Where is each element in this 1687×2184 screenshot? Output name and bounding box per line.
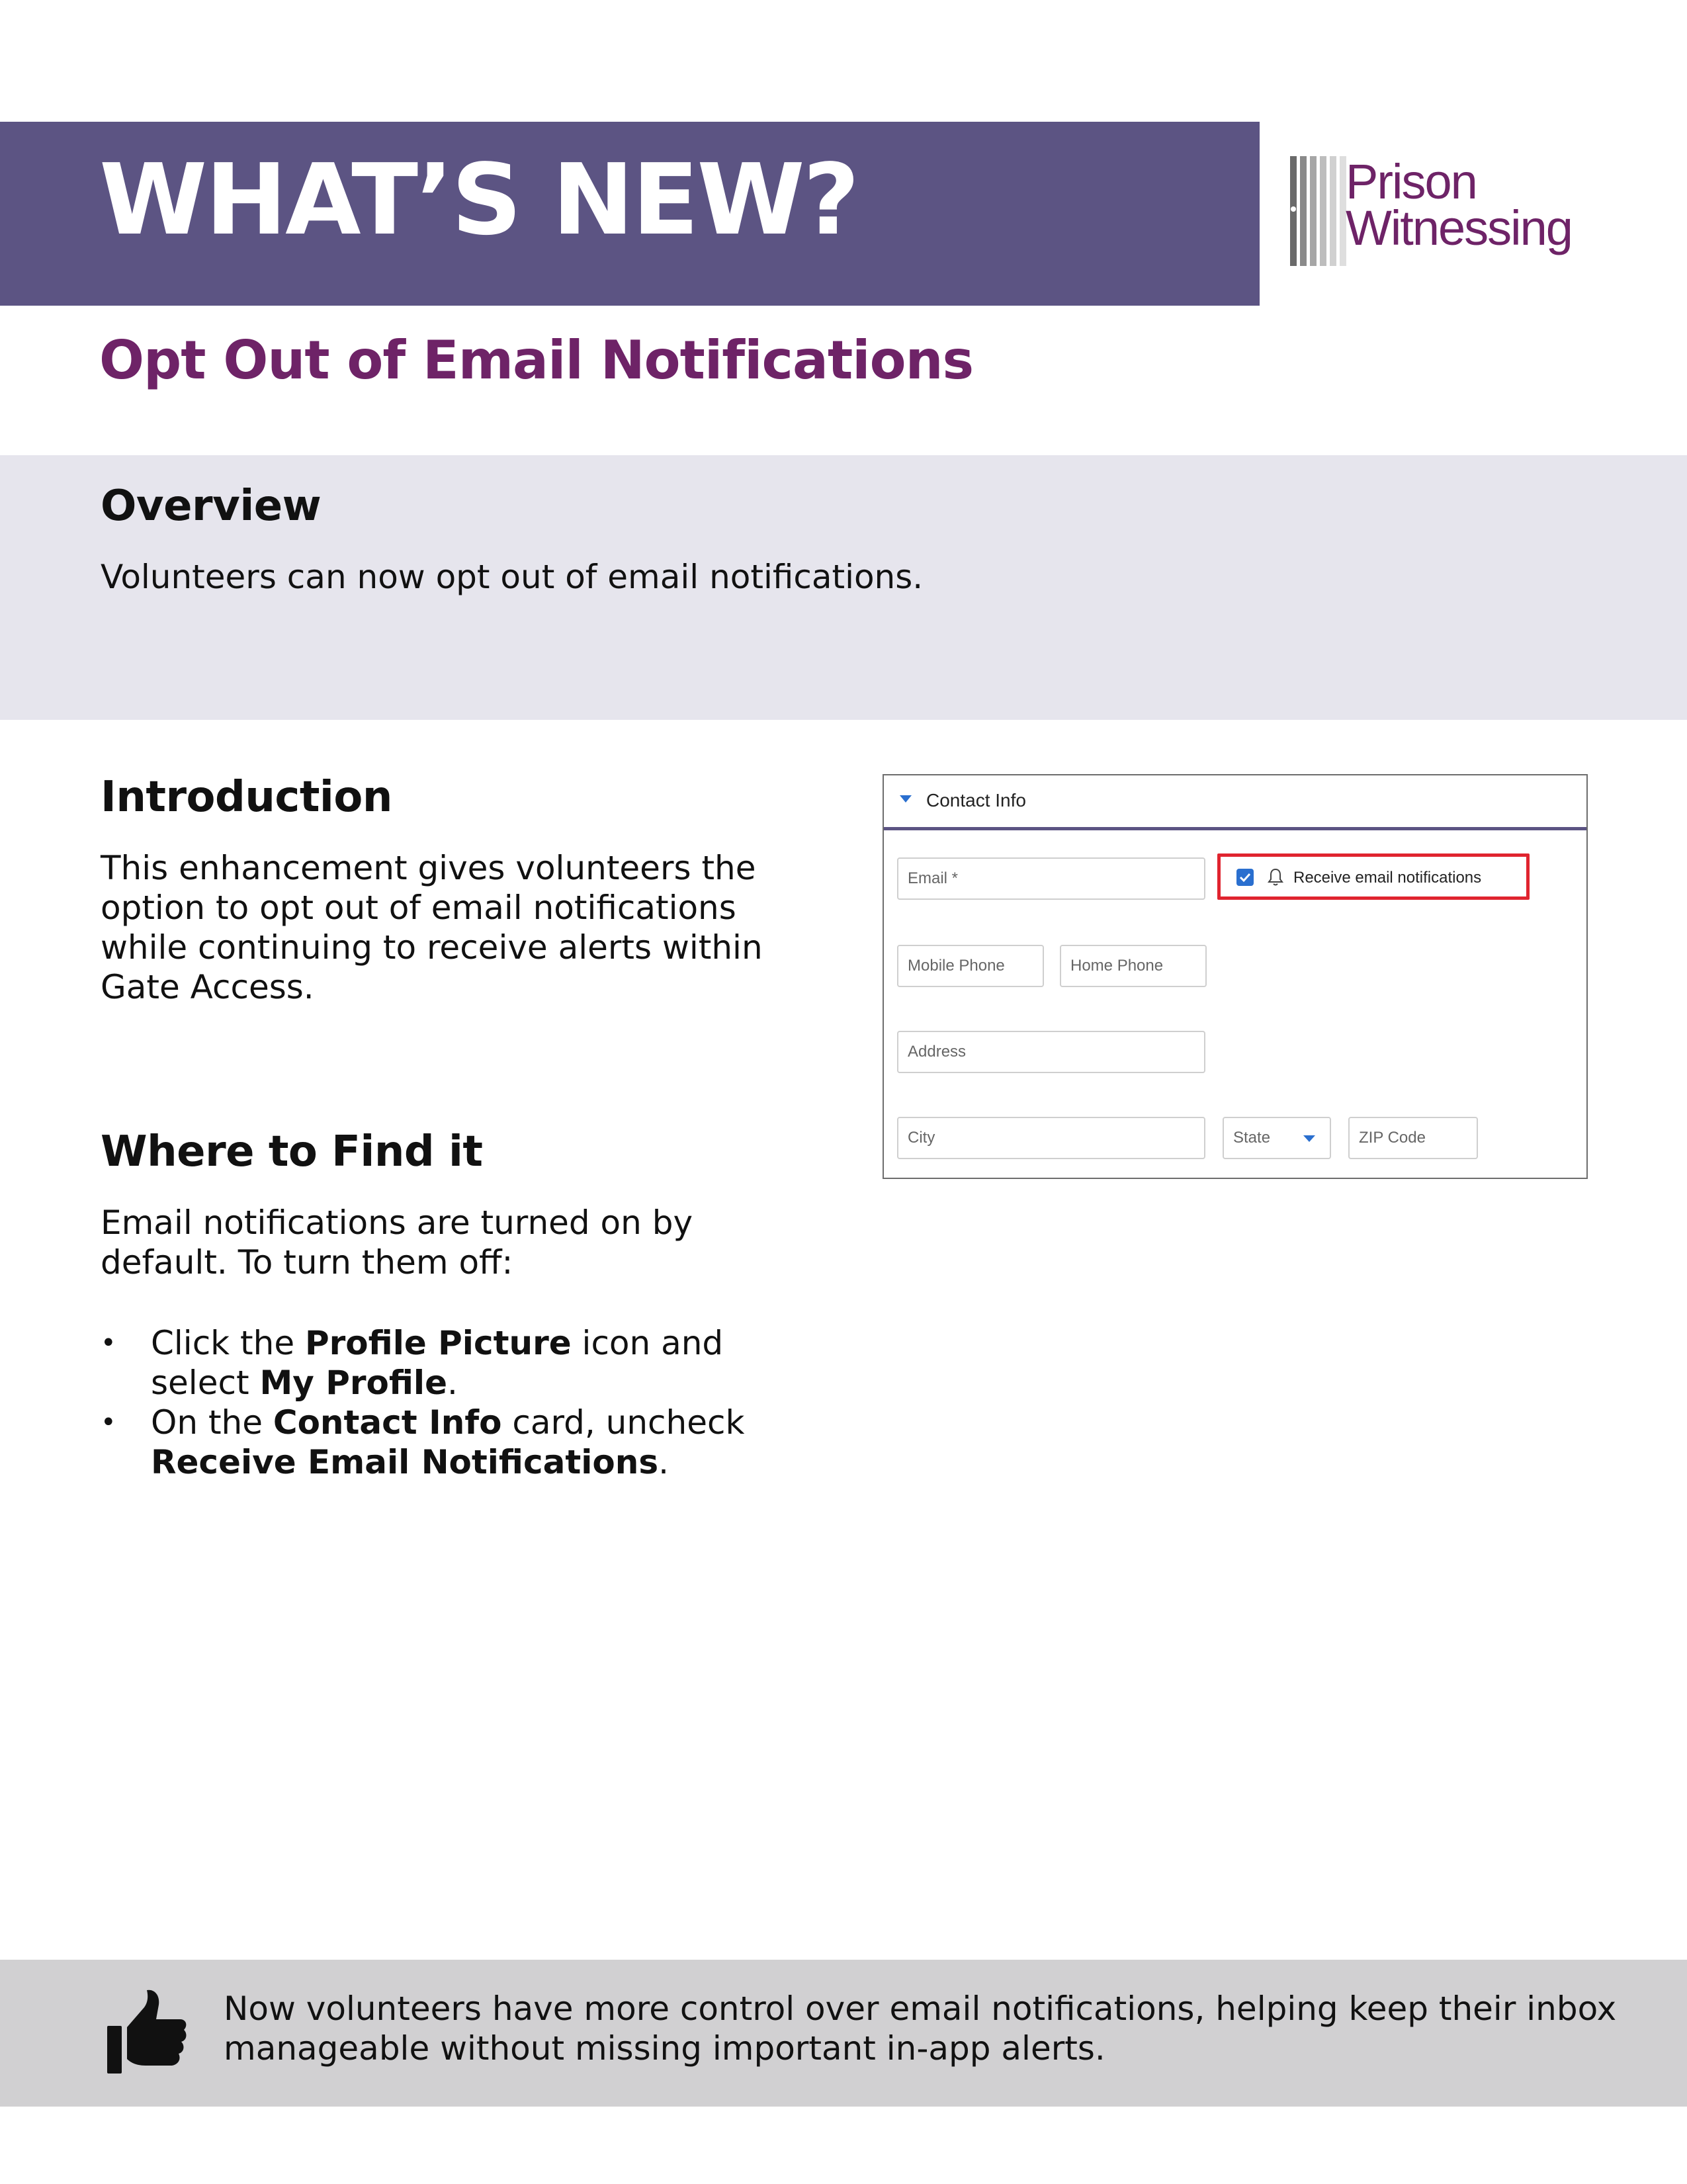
bullet-icon: • (101, 1407, 116, 1438)
home-phone-field[interactable] (1060, 945, 1207, 987)
logo-line-1: Prison (1346, 154, 1477, 209)
introduction-line: Gate Access. (101, 968, 314, 1006)
address-label: Address (908, 1043, 967, 1061)
list-item (101, 1403, 744, 1482)
notifications-highlight (1217, 853, 1530, 900)
page-title: WHAT’S NEW? (99, 143, 858, 257)
zip-code-field[interactable] (1348, 1117, 1478, 1159)
email-label: Email * (908, 869, 959, 887)
overview-heading: Overview (101, 482, 322, 531)
card-title: Contact Info (926, 790, 1026, 810)
where-line: Email notifications are turned on by (101, 1203, 693, 1242)
receive-email-notifications-term: Receive Email Notifications (151, 1443, 659, 1481)
text-span: On the (151, 1403, 273, 1442)
check-icon (1236, 869, 1254, 886)
bullet-icon: • (101, 1328, 116, 1358)
where-heading: Where to Find it (101, 1127, 483, 1176)
footer-line: Now volunteers have more control over email notifications, helping keep their inbox (224, 1989, 1617, 2028)
mobile-phone-label: Mobile Phone (908, 957, 1005, 975)
introduction-line: option to opt out of email notifications (101, 889, 736, 927)
notifications-label[interactable]: Receive email notifications (1293, 869, 1482, 887)
where-text (101, 1203, 693, 1282)
card-header[interactable] (884, 775, 1586, 830)
text-span: . (658, 1443, 670, 1481)
overview-text: Volunteers can now opt out of email notifications. (101, 558, 924, 596)
address-field[interactable] (897, 1031, 1205, 1073)
text-span: . (447, 1364, 458, 1402)
instructions-list (101, 1323, 744, 1482)
footer-line: manageable without missing important in-app alerts. (224, 2029, 1105, 2068)
city-label: City (908, 1129, 935, 1147)
contact-info-card (883, 774, 1588, 1179)
caret-down-icon[interactable] (900, 795, 912, 803)
home-phone-label: Home Phone (1070, 957, 1164, 975)
profile-picture-term: Profile Picture (304, 1324, 572, 1362)
bell-icon (1267, 867, 1284, 887)
state-label: State (1233, 1129, 1271, 1147)
text-span: card, uncheck (501, 1403, 745, 1442)
thumbs-up-icon (106, 1987, 188, 2076)
zip-code-label: ZIP Code (1359, 1129, 1426, 1147)
my-profile-term: My Profile (259, 1364, 447, 1402)
email-field[interactable] (897, 857, 1205, 900)
footer-text (224, 1989, 1653, 2068)
page-subtitle: Opt Out of Email Notifications (99, 329, 974, 391)
state-select[interactable] (1223, 1117, 1331, 1159)
contact-info-term: Contact Info (273, 1403, 502, 1442)
introduction-line: while continuing to receive alerts within (101, 928, 763, 967)
introduction-text (101, 848, 763, 1007)
text-span: Click the (151, 1324, 305, 1362)
logo-wordmark (1346, 154, 1572, 255)
logo-line-2: Witnessing (1346, 200, 1572, 255)
introduction-line: This enhancement gives volunteers the (101, 849, 756, 887)
city-field[interactable] (897, 1117, 1205, 1159)
list-item (101, 1323, 744, 1403)
text-span: icon and (571, 1324, 724, 1362)
notifications-checkbox[interactable] (1236, 869, 1254, 886)
prison-witnessing-logo (1290, 155, 1608, 267)
text-span: select (151, 1364, 260, 1402)
where-line: default. To turn them off: (101, 1243, 513, 1282)
chevron-down-icon (1303, 1135, 1315, 1142)
introduction-heading: Introduction (101, 773, 392, 822)
mobile-phone-field[interactable] (897, 945, 1044, 987)
